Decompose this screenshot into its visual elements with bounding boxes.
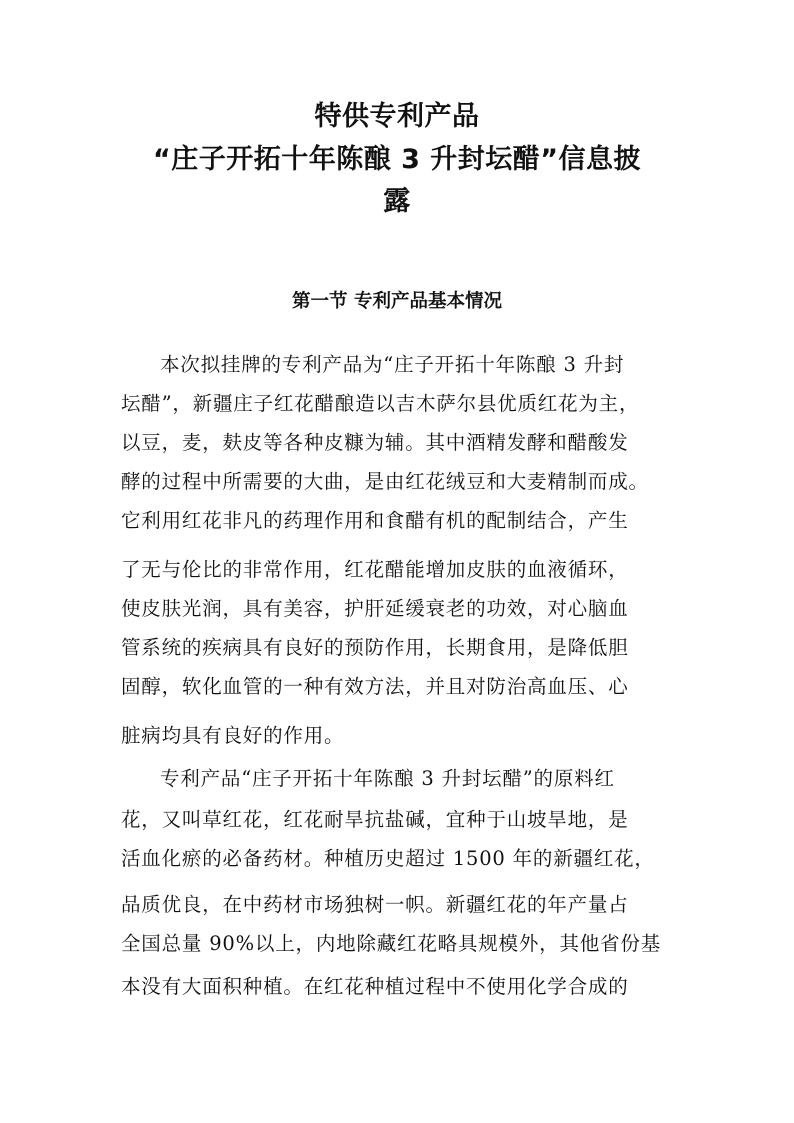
paragraph-1-line-2: 坛醋”，新疆庄子红花醋酿造以吉木萨尔县优质红花为主， bbox=[121, 392, 640, 415]
document-title-line-3: 露 bbox=[383, 186, 411, 217]
paragraph-1-line-6: 了无与伦比的非常作用，红花醋能增加皮肤的血液循环， bbox=[121, 558, 629, 581]
paragraph-1-line-5: 它利用红花非凡的药理作用和食醋有机的配制结合，产生 bbox=[121, 509, 629, 532]
section-heading: 第一节 专利产品基本情况 bbox=[292, 291, 502, 312]
paragraph-2-line-1: 专利产品“庄子开拓十年陈酿 3 升封坛醋”的原料红 bbox=[160, 767, 615, 790]
document-title-line-2: “庄子开拓十年陈酿 3 升封坛醋”信息披 bbox=[152, 144, 642, 175]
paragraph-1-line-9: 固醇，软化血管的一种有效方法，并且对防治高血压、心 bbox=[121, 675, 629, 698]
paragraph-1-line-8: 管系统的疾病具有良好的预防作用，长期食用，是降低胆 bbox=[121, 636, 629, 659]
document-title-line-1: 特供专利产品 bbox=[314, 101, 480, 132]
paragraph-1-line-4: 酵的过程中所需要的大曲，是由红花绒豆和大麦精制而成。 bbox=[121, 470, 649, 493]
paragraph-2-line-3: 活血化瘀的必备药材。种植历史超过 1500 年的新疆红花， bbox=[121, 847, 655, 870]
paragraph-2-line-2: 花，又叫草红花，红花耐旱抗盐碱，宜种于山坡旱地，是 bbox=[121, 808, 629, 831]
paragraph-2-line-6: 本没有大面积种植。在红花种植过程中不使用化学合成的 bbox=[121, 975, 629, 998]
paragraph-2-line-5: 全国总量 90%以上，内地除藏红花略具规模外，其他省份基 bbox=[121, 932, 661, 955]
paragraph-1-line-10: 脏病均具有良好的作用。 bbox=[121, 724, 345, 747]
paragraph-1-line-1: 本次拟挂牌的专利产品为“庄子开拓十年陈酿 3 升封 bbox=[160, 353, 625, 376]
paragraph-2-line-4: 品质优良，在中药材市场独树一帜。新疆红花的年产量占 bbox=[121, 893, 629, 916]
paragraph-1-line-7: 使皮肤光润，具有美容，护肝延缓衰老的功效，对心脑血 bbox=[121, 597, 629, 620]
paragraph-1-line-3: 以豆，麦，麸皮等各种皮糠为辅。其中酒精发酵和醋酸发 bbox=[121, 431, 629, 454]
